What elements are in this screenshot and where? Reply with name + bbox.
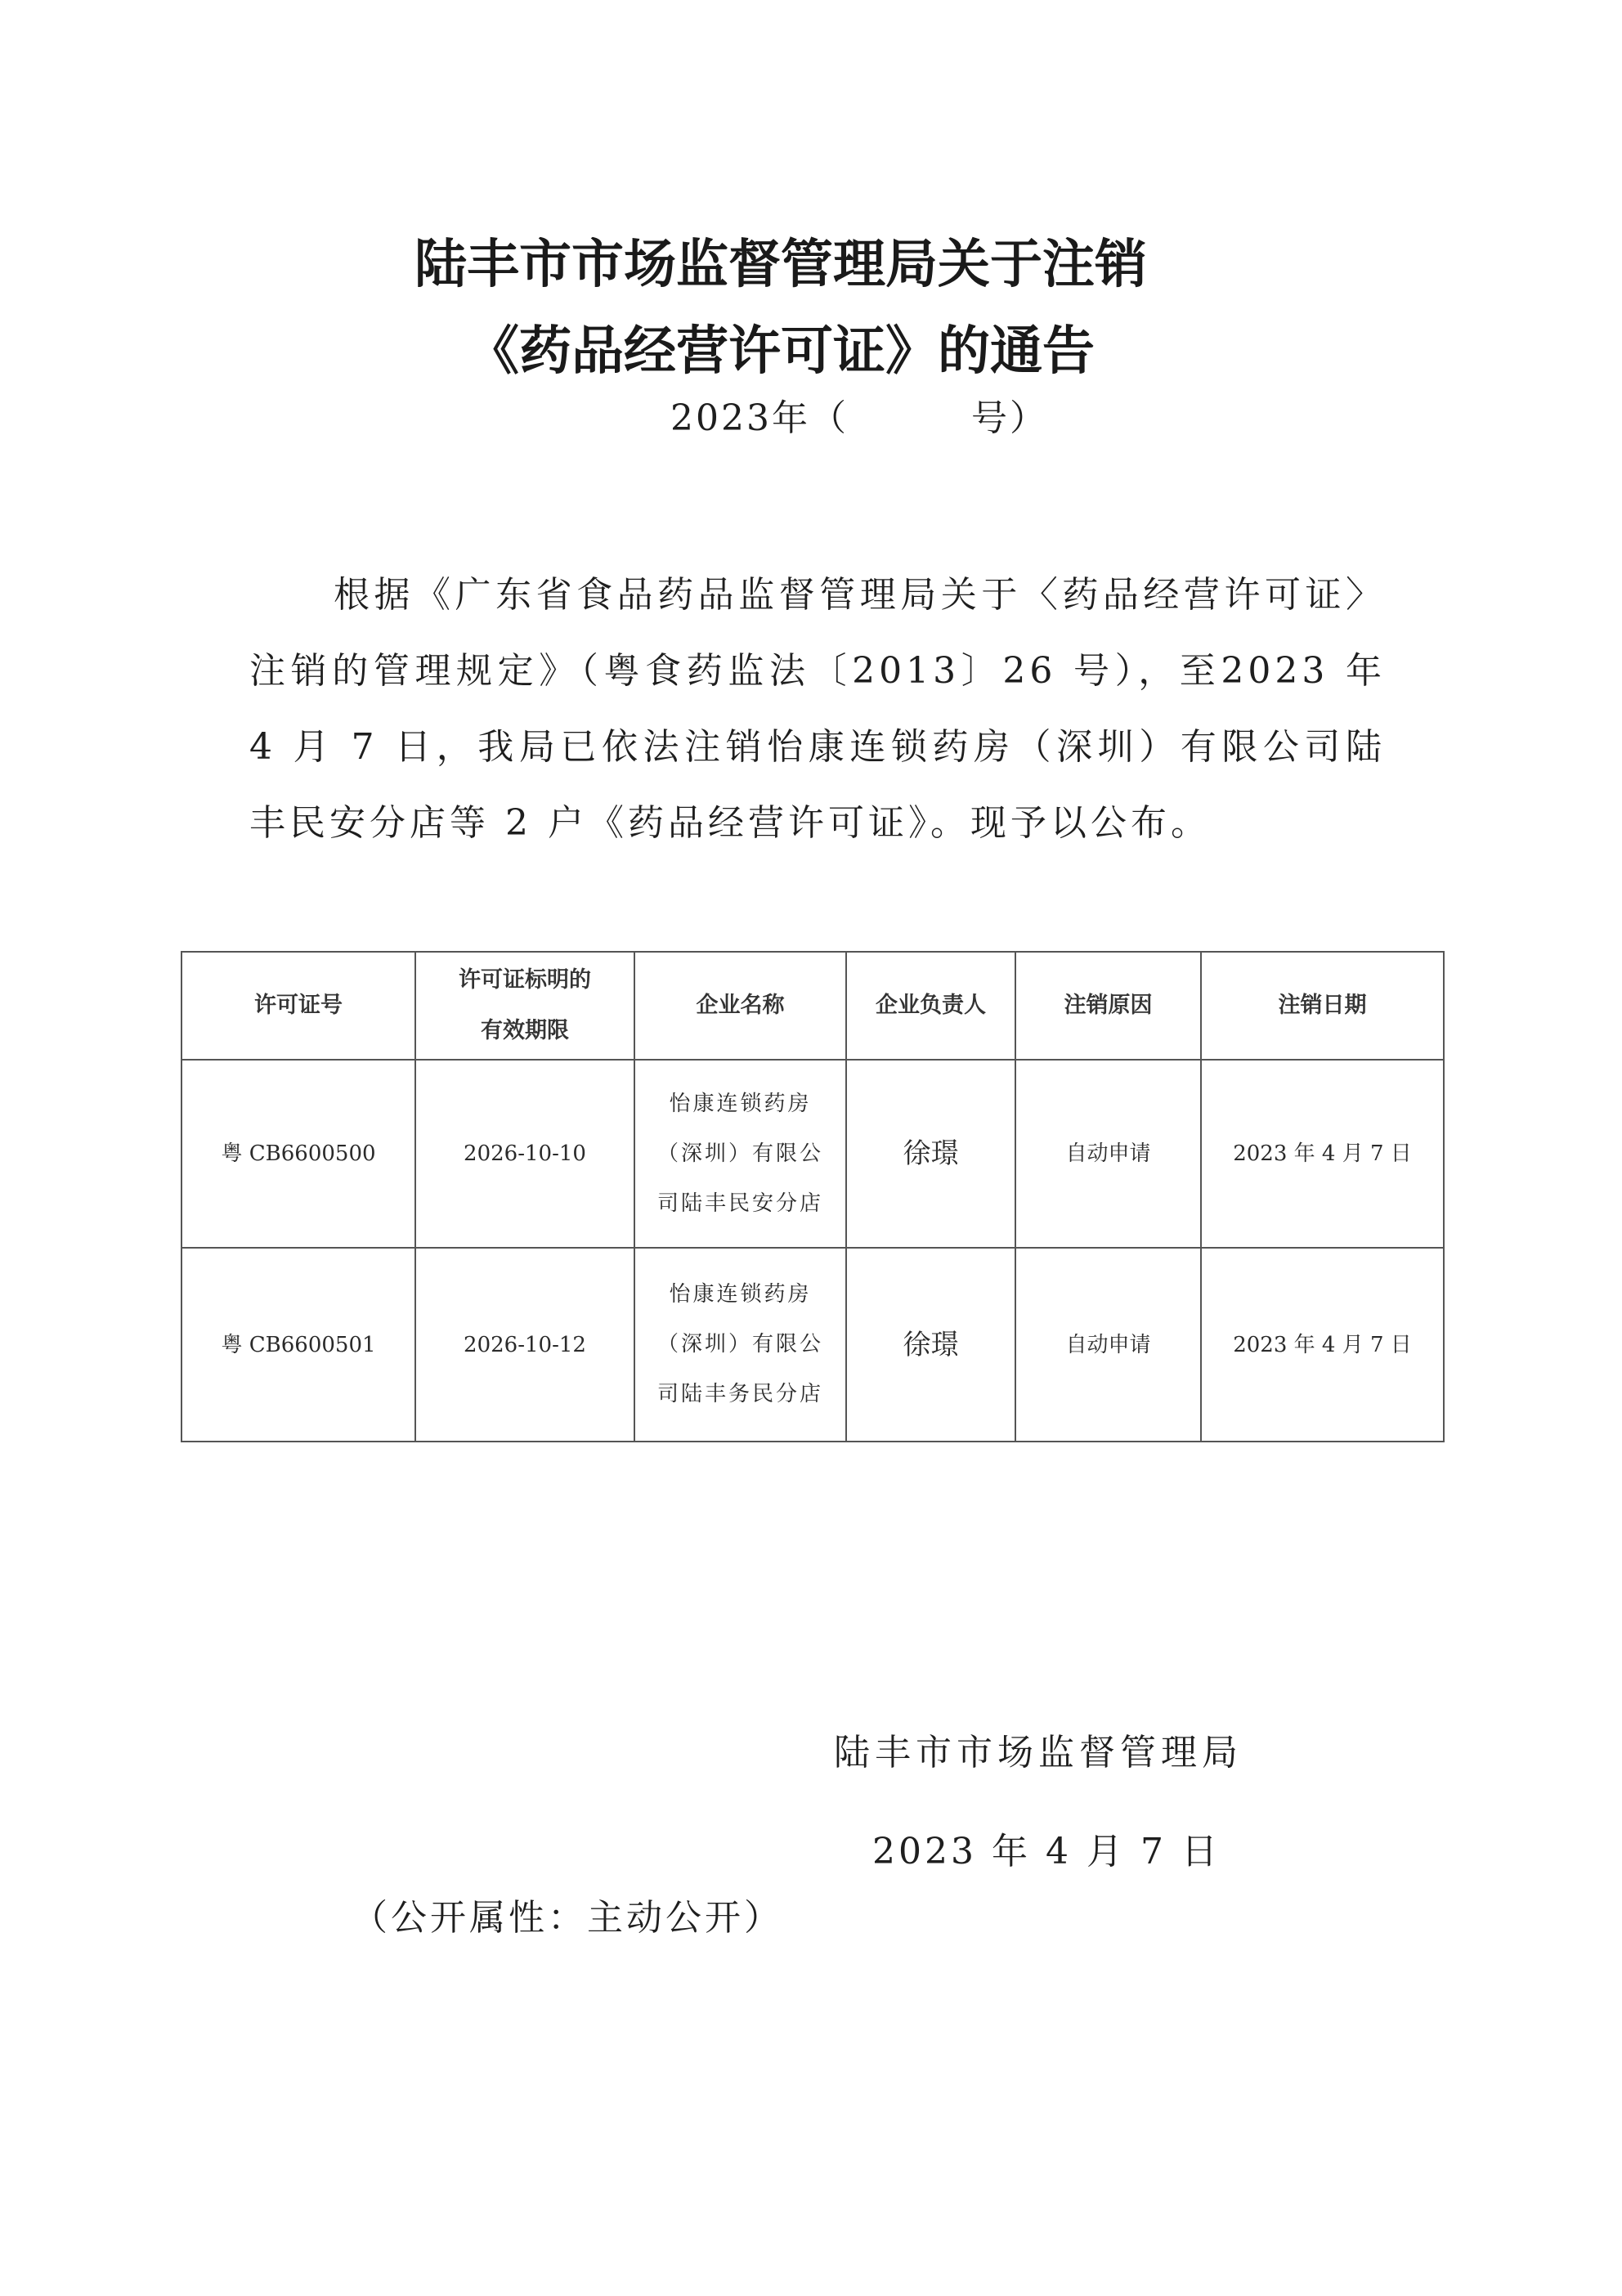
cell-valid-until: 2026-10-10 [415,1060,634,1248]
header-company: 企业名称 [634,952,846,1060]
table-row [181,1248,1444,1442]
cell-company: 怡康连锁药房（深圳）有限公司陆丰务民分店 [634,1248,846,1442]
title-line-2: 《药品经营许可证》的通告 [467,321,1095,382]
table-row [181,1060,1444,1248]
document-number-prefix: 2023年（ [670,397,849,439]
cell-company: 怡康连锁药房（深圳）有限公司陆丰民安分店 [634,1060,846,1248]
header-reason: 注销原因 [1015,952,1201,1060]
cell-cancel-date: 2023 年 4 月 7 日 [1201,1248,1444,1442]
cancelled-licenses-table [181,951,1445,1442]
issuer-signature: 陆丰市市场监督管理局 [834,1732,1243,1774]
notice-body-paragraph: 根据《广东省食品药品监督管理局关于〈药品经营许可证〉注销的管理规定》（粤食药监法〔2013〕26 号），至2023 年 4 月 7 日，我局已依法注销怡康连锁药房（深圳）有限公司陆丰民安分店等 2 户《药品经营许可证》。现予以公布。 [249,574,1386,844]
cell-license-no: 粤 CB6600501 [181,1248,415,1442]
issue-date: 2023 年 4 月 7 日 [872,1831,1221,1872]
document-number-suffix: 号） [970,397,1048,439]
cell-person-in-charge: 徐璟 [846,1060,1015,1248]
cell-person-in-charge: 徐璟 [846,1248,1015,1442]
table-header-row [181,952,1444,1060]
header-valid-until: 许可证标明的有效期限 [415,952,634,1060]
title-line-1: 陆丰市市场监督管理局关于注销 [414,234,1147,295]
notice-title [245,222,1316,395]
header-cancel-date: 注销日期 [1201,952,1444,1060]
cell-cancel-date: 2023 年 4 月 7 日 [1201,1060,1444,1248]
cell-reason: 自动申请 [1015,1248,1201,1442]
cell-valid-until: 2026-10-12 [415,1248,634,1442]
header-person-in-charge: 企业负责人 [846,952,1015,1060]
disclosure-note: （公开属性：主动公开） [352,1897,783,1939]
cell-license-no: 粤 CB6600500 [181,1060,415,1248]
document-number [670,394,1048,443]
cell-reason: 自动申请 [1015,1060,1201,1248]
header-license-no: 许可证号 [181,952,415,1060]
